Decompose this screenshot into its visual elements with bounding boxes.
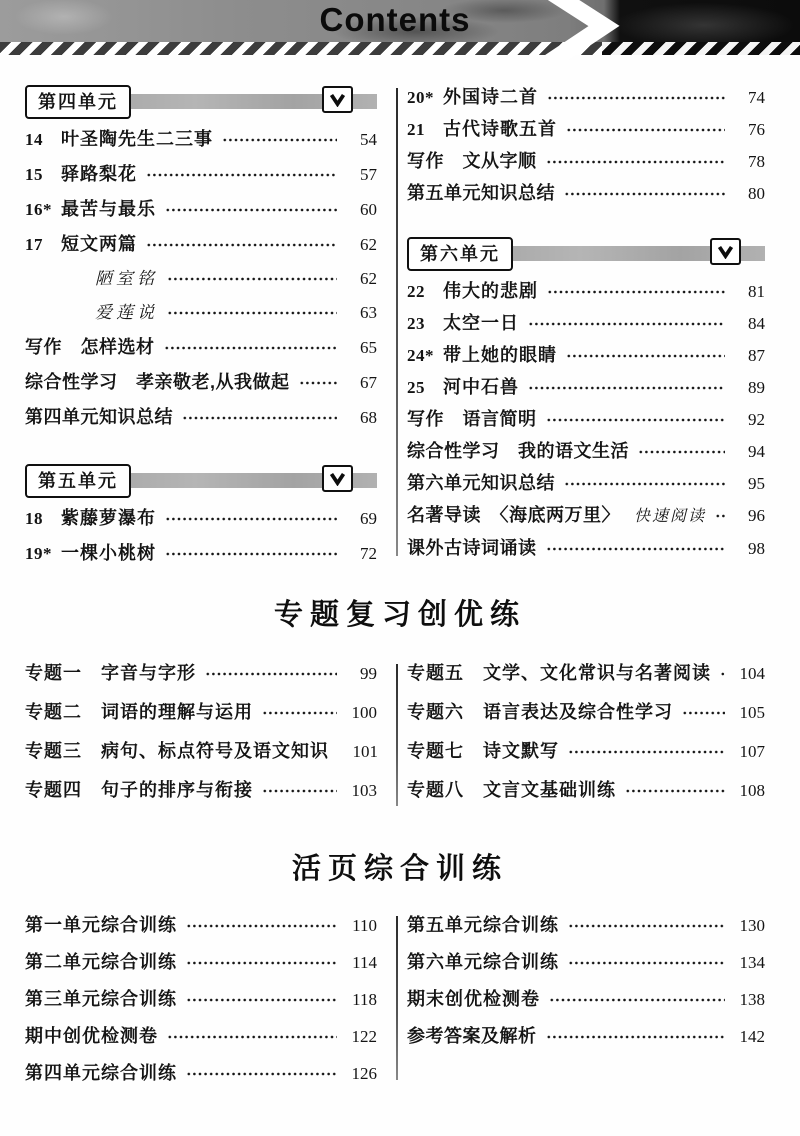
entry-page-number: 98 [748,539,765,558]
toc-entry [407,440,765,463]
dot-leader [568,919,725,933]
entry-page-number: 122 [351,1027,377,1046]
entry-page-number: 118 [352,990,377,1009]
entry-page-number: 110 [352,916,377,935]
marker-box [322,86,353,113]
entry-number: 25 [407,378,425,397]
toc-entry [25,662,377,685]
entry-page-number: 103 [351,781,377,800]
toc-entry [407,280,765,303]
dot-leader [167,272,337,286]
hatch-stripe-right [602,42,800,55]
toc-entry [25,406,377,429]
entry-page-number: 96 [748,506,765,525]
entry-title: 一棵小桃树 [61,543,156,563]
toc-entry [25,914,377,937]
toc-entry [25,951,377,974]
entry-page-number: 68 [360,408,377,427]
toc-column-left [25,662,377,808]
entry-title: 叶圣陶先生二三事 [61,129,213,149]
entry-page-number: 54 [360,130,377,149]
dot-leader [299,376,338,390]
entry-page-number: 107 [739,742,765,761]
special-topics-heading: 专题复习创优练 [273,599,526,631]
entry-page-number: 92 [748,410,765,429]
entry-page-number: 89 [748,378,765,397]
dot-leader [167,306,337,320]
toc-column-left [25,914,377,1082]
entry-page-number: 57 [360,165,377,184]
entry-title: 第四单元知识总结 [25,407,173,427]
dot-leader [546,155,726,169]
toc-entry [407,662,765,685]
entry-page-number: 80 [748,184,765,203]
toc-entry [25,268,377,290]
toc-column-right [407,914,765,1082]
contents-banner [0,0,800,42]
dot-leader [164,341,338,355]
loose-leaf-heading: 活页综合训练 [291,853,508,885]
dot-leader [547,285,725,299]
entry-number: 21 [407,120,425,139]
toc-entry [25,371,377,394]
units-toc-section [25,86,775,563]
dot-leader [146,238,337,252]
entry-number: 23 [407,314,425,333]
toc-entry [407,150,765,173]
entry-title: 综合性学习 孝亲敬老,从我做起 [25,372,290,392]
dot-leader [167,1030,337,1044]
toc-entry [25,163,377,186]
dot-leader [146,168,337,182]
entry-title: 写作 文从字顺 [407,151,537,171]
entry-title: 课外古诗词诵读 [407,538,537,558]
dot-leader [546,413,726,427]
dot-leader [564,477,725,491]
toc-entry [25,1025,377,1048]
entry-page-number: 72 [360,544,377,563]
entry-page-number: 60 [360,200,377,219]
entry-title: 专题五 文学、文化常识与名著阅读 [407,663,711,683]
toc-entry [407,408,765,431]
entry-number: 20* [407,88,434,107]
dot-leader [186,956,337,970]
toc-entry [25,128,377,151]
dot-leader [564,187,725,201]
dot-leader [546,1030,726,1044]
entry-page-number: 81 [748,282,765,301]
entry-page-number: 101 [352,742,378,761]
entry-title: 写作 怎样选材 [25,337,155,357]
entry-title: 期中创优检测卷 [25,1026,158,1046]
entry-number: 24* [407,346,434,365]
toc-entry [25,988,377,1011]
dot-leader [222,133,337,147]
entry-title: 伟大的悲剧 [443,281,538,301]
entry-title: 第一单元综合训练 [25,915,177,935]
unit-section-label: 第五单元 [25,464,131,498]
dot-leader [638,445,725,459]
entry-number: 17 [25,235,43,254]
entry-title: 紫藤萝瀑布 [61,508,156,528]
dot-leader [715,509,725,523]
toc-entry [407,86,765,109]
toc-entry [407,1025,765,1048]
entry-title: 驿路梨花 [61,164,137,184]
entry-page-number: 104 [739,664,765,683]
entry-page-number: 114 [352,953,377,972]
column-divider [396,664,398,806]
entry-title: 第六单元综合训练 [407,952,559,972]
entry-title: 古代诗歌五首 [443,119,557,139]
page-title: Contents [319,1,471,38]
entry-page-number: 69 [360,509,377,528]
toc-entry [25,779,377,802]
unit-section-header [25,465,377,495]
entry-page-number: 67 [360,373,377,392]
entry-title: 专题四 句子的排序与衔接 [25,780,253,800]
toc-entry [25,507,377,530]
entry-title: 综合性学习 我的语文生活 [407,441,629,461]
entry-title: 写作 语言简明 [407,409,537,429]
entry-title: 带上她的眼睛 [443,345,557,365]
dot-leader [186,1067,337,1081]
entry-number: 18 [25,509,43,528]
dot-leader [566,349,725,363]
entry-number: 14 [25,130,43,149]
dot-leader [528,317,725,331]
entry-page-number: 95 [748,474,765,493]
entry-title: 陋室铭 [95,269,158,288]
dot-leader [547,91,725,105]
entry-title: 第五单元知识总结 [407,183,555,203]
dot-leader [205,667,337,681]
dot-leader [165,512,337,526]
hatch-stripe-left [0,42,602,55]
entry-page-number: 126 [351,1064,377,1083]
dot-leader [549,993,725,1007]
toc-entry [25,1062,377,1085]
entry-page-number: 105 [739,703,765,722]
dot-leader [568,956,725,970]
entry-title: 太空一日 [443,313,519,333]
entry-title: 河中石兽 [443,377,519,397]
toc-entry [25,302,377,324]
toc-entry [407,951,765,974]
entry-page-number: 138 [739,990,765,1009]
unit-section-label: 第六单元 [407,237,513,271]
entry-title: 专题一 字音与字形 [25,663,196,683]
entry-title: 第三单元综合训练 [25,989,177,1009]
entry-page-number: 108 [739,781,765,800]
toc-entry [407,312,765,335]
entry-title: 第二单元综合训练 [25,952,177,972]
entry-title: 短文两篇 [61,234,137,254]
toc-entry [25,740,377,763]
dot-leader [186,993,337,1007]
dot-leader [682,706,725,720]
entry-page-number: 63 [360,303,377,322]
entry-page-number: 130 [739,916,765,935]
dot-leader [186,919,337,933]
entry-page-number: 62 [360,235,377,254]
dot-leader [182,411,337,425]
entry-page-number: 87 [748,346,765,365]
toc-column-left [25,86,377,563]
toc-entry [407,988,765,1011]
entry-title: 参考答案及解析 [407,1026,537,1046]
entry-title: 第四单元综合训练 [25,1063,177,1083]
entry-page-number: 84 [748,314,765,333]
entry-number: 22 [407,282,425,301]
entry-page-number: 65 [360,338,377,357]
dot-leader [528,381,725,395]
entry-title: 专题六 语言表达及综合性学习 [407,702,673,722]
toc-column-right [407,86,765,558]
entry-page-number: 99 [360,664,377,683]
entry-title: 爱莲说 [95,303,158,322]
toc-entry [407,701,765,724]
toc-entry [407,344,765,367]
toc-entry [25,198,377,221]
entry-title: 专题二 词语的理解与运用 [25,702,253,722]
loose-leaf-section [25,914,775,1082]
dot-leader [165,203,337,217]
entry-number: 15 [25,165,43,184]
entry-subtitle: 快速阅读 [634,508,707,525]
dot-leader [625,784,725,798]
entry-title: 第六单元知识总结 [407,473,555,493]
chevron-right-icon [538,0,622,60]
toc-entry [407,504,765,528]
toc-entry [407,914,765,937]
toc-entry [407,472,765,495]
toc-entry [25,701,377,724]
entry-page-number: 142 [739,1027,765,1046]
dot-leader [720,667,725,681]
dot-leader [568,745,725,759]
dot-leader [165,547,337,561]
entry-title: 专题八 文言文基础训练 [407,780,616,800]
entry-number: 16* [25,200,52,219]
column-divider [396,88,398,556]
entry-page-number: 76 [748,120,765,139]
dot-leader [262,784,337,798]
toc-column-right [407,662,765,808]
entry-page-number: 62 [360,269,377,288]
unit-section-label: 第四单元 [25,85,131,119]
entry-page-number: 100 [351,703,377,722]
marker-box [710,238,741,265]
entry-title: 名著导读 〈海底两万里〉 [407,505,620,525]
toc-entry [25,233,377,256]
chevron-down-icon [717,245,734,259]
entry-title: 外国诗二首 [443,87,538,107]
dot-leader [566,123,725,137]
toc-entry [407,182,765,205]
toc-entry [407,740,765,763]
column-divider [396,916,398,1080]
toc-entry [407,779,765,802]
chevron-down-icon [329,93,346,107]
toc-entry [407,376,765,399]
marker-box [322,465,353,492]
entry-title: 期末创优检测卷 [407,989,540,1009]
unit-section-header [407,238,765,268]
toc-entry [25,336,377,359]
entry-title: 第五单元综合训练 [407,915,559,935]
chevron-down-icon [329,472,346,486]
entry-page-number: 134 [739,953,765,972]
special-topics-section [25,662,775,808]
entry-title: 专题七 诗文默写 [407,741,559,761]
entry-number: 19* [25,544,52,563]
entry-title: 最苦与最乐 [61,199,156,219]
toc-entry [407,537,765,560]
entry-page-number: 94 [748,442,765,461]
entry-title: 专题三 病句、标点符号及语文知识 [25,741,329,761]
unit-section-header [25,86,377,116]
toc-entry [407,118,765,141]
entry-page-number: 74 [748,88,765,107]
dot-leader [262,706,337,720]
dot-leader [546,542,726,556]
toc-entry [25,542,377,565]
entry-page-number: 78 [748,152,765,171]
